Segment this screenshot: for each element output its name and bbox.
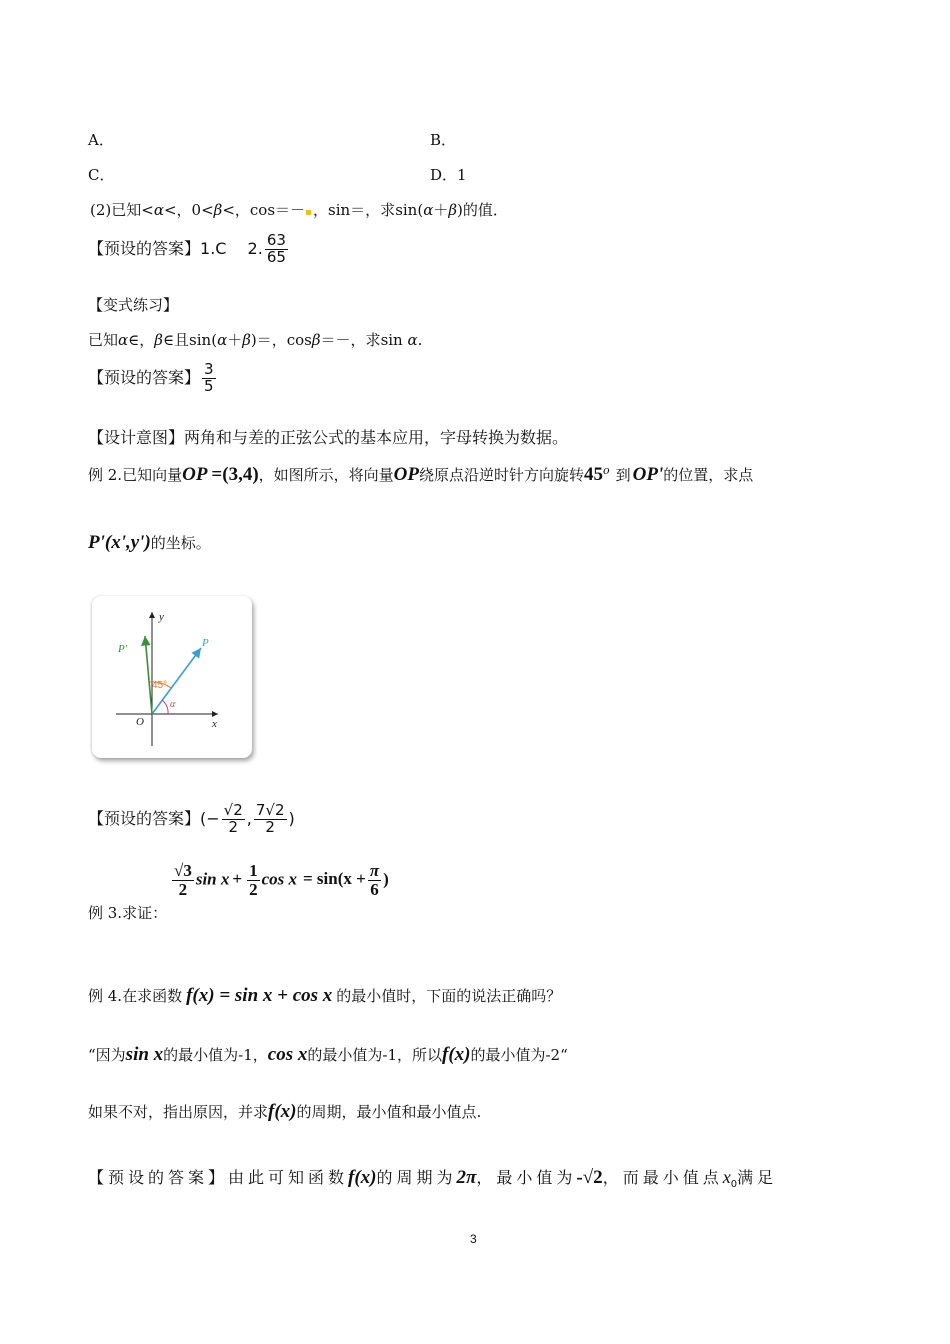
quote-line: “因为sin x的最小值为-1，cos x的最小值为-1，所以f(x)的最小值为-2“ <box>88 1044 568 1065</box>
highlight-mark <box>306 210 311 215</box>
y-label: y <box>159 611 164 623</box>
angle-45-label: 45° <box>152 680 168 691</box>
variant-title: 【变式练习】 <box>88 296 179 314</box>
x-label: x <box>212 718 217 730</box>
example-2: 例 2.已知向量OP =(3,4)，如图所示，将向量OP绕原点沿逆时针方向旋转45$^o$ 到 OP'的位置，求点 <box>88 464 754 485</box>
option-d: D．1 <box>430 166 467 184</box>
p-label: P <box>202 637 209 649</box>
option-b: B． <box>430 131 457 149</box>
design-intent: 【设计意图】两角和与差的正弦公式的基本应用，字母转换为数据。 <box>88 428 569 447</box>
option-c: C． <box>88 166 115 184</box>
page-number: 3 <box>470 1232 477 1246</box>
vector-op-prime <box>145 636 152 714</box>
alpha-label: α <box>170 699 176 710</box>
angle-alpha-arc <box>162 700 168 714</box>
variant-text: 已知α∈，β∈且sin(α＋β)＝，cosβ＝－，求sin α. <box>88 331 423 349</box>
example-3-formula: $\frac{√3}{2}$ sin x + $\frac{1}{2}$ cos x = sin(x + $\frac{\pi}{6}$ ) <box>174 861 389 899</box>
figure-svg <box>92 596 252 758</box>
example-4: 例 4.在求函数 f(x) = sin x + cos x 的最小值时，下面的说法正确吗？ <box>88 985 562 1006</box>
answer-2: 【预设的答案】 $\frac{3}{5}$ <box>88 360 214 395</box>
answer-1: 【预设的答案】1.C 2. $\frac{63}{65}$ <box>88 231 286 266</box>
example-3-label: 例 3.求证： <box>88 904 168 922</box>
question-2: (2)已知<α<，0<β<，cos＝－ ，sin＝，求sin(α＋β)的值． <box>90 201 508 219</box>
example-2-point: P'(x',y')的坐标。 <box>88 532 211 553</box>
vector-rotation-figure <box>92 596 252 758</box>
origin-label: O <box>136 716 144 728</box>
p-prime-label: P' <box>118 643 128 655</box>
answer-3: 【预设的答案】(− $\frac{√2}{2}$ , $\frac{7√2}{2}$ ) <box>88 801 295 836</box>
wrong-line: 如果不对，指出原因，并求f(x)的周期，最小值和最小值点. <box>88 1101 482 1122</box>
option-a: A． <box>88 131 114 149</box>
answer-4: 【预设的答案】由此可知函数f(x)的周期为2π，最小值为-√2，而最小值点$x_0$满足 <box>88 1167 778 1191</box>
